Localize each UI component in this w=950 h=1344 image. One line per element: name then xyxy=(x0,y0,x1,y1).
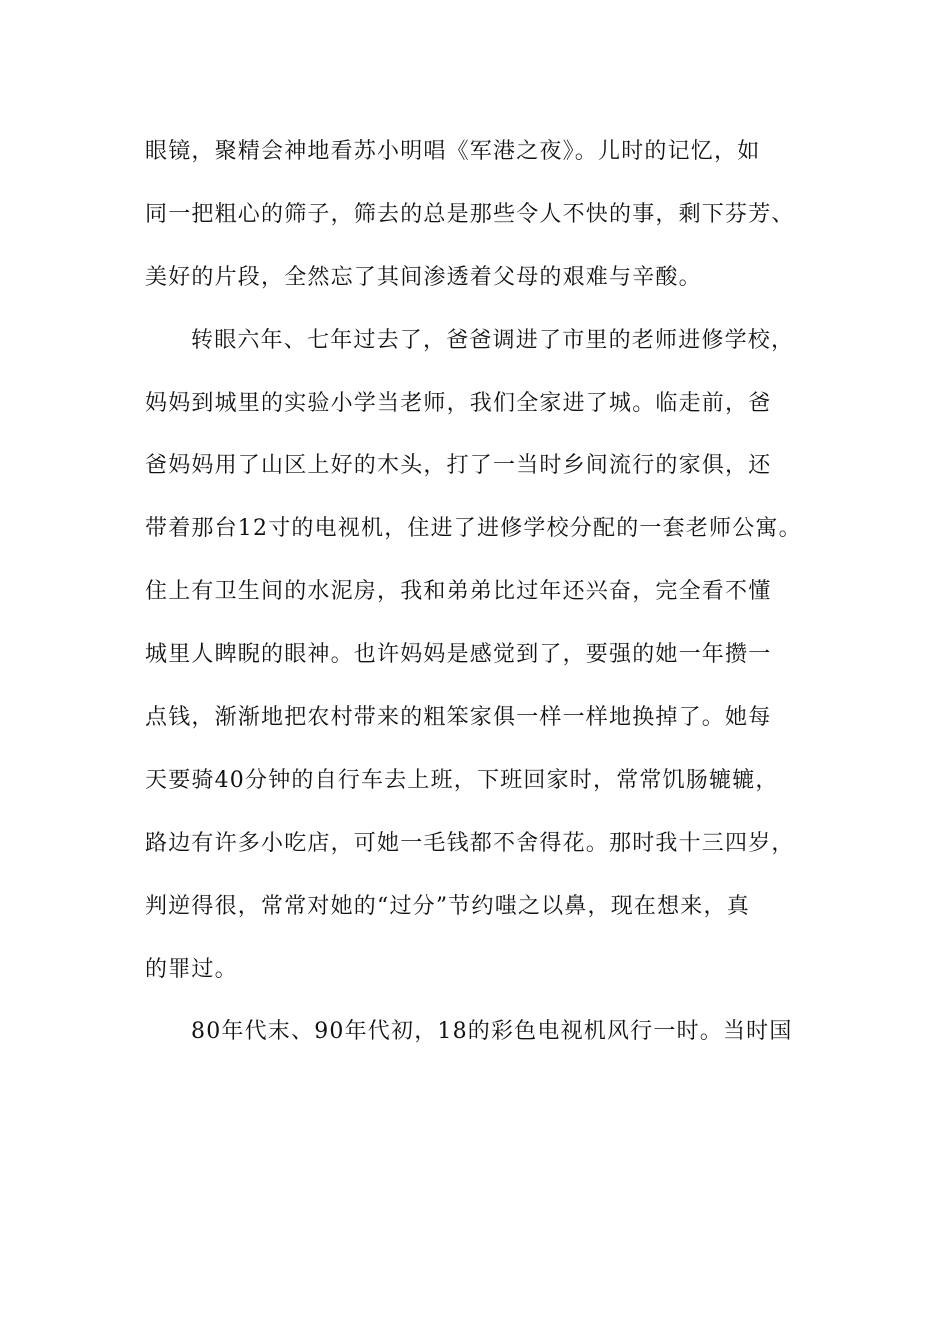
text-line: 点钱，渐渐地把农村带来的粗笨家俱一样一样地换掉了。她每 xyxy=(145,705,772,731)
paragraph-start-line: 80年代末、90年代初，18的彩色电视机风行一时。当时国 xyxy=(191,1019,793,1045)
article-text xyxy=(145,128,825,1071)
text-line: 美好的片段，全然忘了其间渗透着父母的艰难与辛酸。 xyxy=(145,264,702,290)
text-line: 住上有卫生间的水泥房，我和弟弟比过年还兴奋，完全看不懂 xyxy=(145,579,772,605)
text-line: 判逆得很，常常对她的“过分”节约嗤之以鼻，现在想来，真 xyxy=(145,893,750,919)
text-line: 眼镜，聚精会神地看苏小明唱《军港之夜》。儿时的记忆，如 xyxy=(145,139,761,164)
text-line: 同一把粗心的筛子，筛去的总是那些令人不快的事，剩下芬芳、 xyxy=(145,201,795,227)
text-line: 城里人睥睨的眼神。也许妈妈是感觉到了，要强的她一年攒一 xyxy=(145,642,772,668)
text-line: 天要骑40分钟的自行车去上班，下班回家时，常常饥肠辘辘， xyxy=(145,767,779,793)
text-line: 爸妈妈用了山区上好的木头，打了一当时乡间流行的家俱，还 xyxy=(145,453,772,479)
text-line: 带着那台12寸的电视机，住进了进修学校分配的一套老师公寓。 xyxy=(145,516,802,542)
paragraph-start-line: 转眼六年、七年过去了，爸爸调进了市里的老师进修学校， xyxy=(191,327,795,353)
text-line: 路边有许多小吃店，可她一毛钱都不舍得花。那时我十三四岁， xyxy=(145,830,795,856)
text-line: 的罪过。 xyxy=(145,956,238,982)
text-line: 妈妈到城里的实验小学当老师，我们全家进了城。临走前，爸 xyxy=(145,390,772,416)
